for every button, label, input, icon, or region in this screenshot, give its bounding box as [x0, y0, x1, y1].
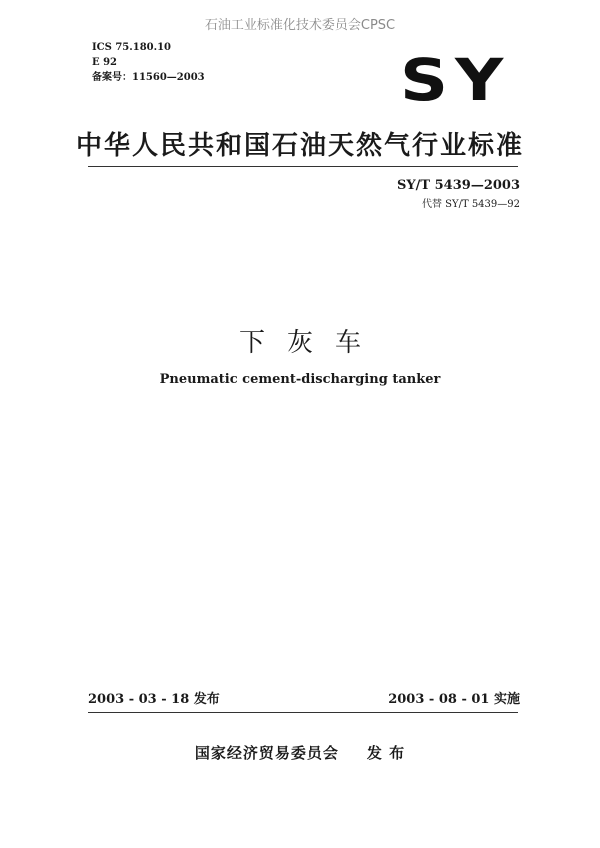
implement-date: 2003 - 08 - 01 实施 — [388, 692, 520, 707]
publisher-line — [0, 742, 600, 763]
top-divider — [88, 166, 518, 167]
organization-title: 中华人民共和国石油天然气行业标准 — [75, 131, 524, 161]
standard-number: SY/T 5439—2003 — [397, 178, 520, 193]
ccs-code: E 92 — [92, 57, 118, 68]
watermark: 石油工业标准化技术委员会CPSC — [204, 18, 396, 33]
document-title-en: Pneumatic cement-discharging tanker — [159, 372, 441, 387]
bottom-divider — [88, 712, 518, 713]
publisher-name: 国家经济贸易委员会 — [194, 744, 339, 762]
issue-date: 2003 - 03 - 18 发布 — [88, 692, 220, 707]
document-title-cn: 下灰车 — [238, 328, 383, 358]
ics-code: ICS 75.180.10 — [92, 42, 172, 53]
sy-logo: SY — [400, 46, 511, 114]
record-number: 备案号：11560—2003 — [92, 72, 205, 83]
replaces-note: 代替 SY/T 5439—92 — [421, 199, 520, 210]
publisher-action: 发 布 — [366, 744, 406, 762]
